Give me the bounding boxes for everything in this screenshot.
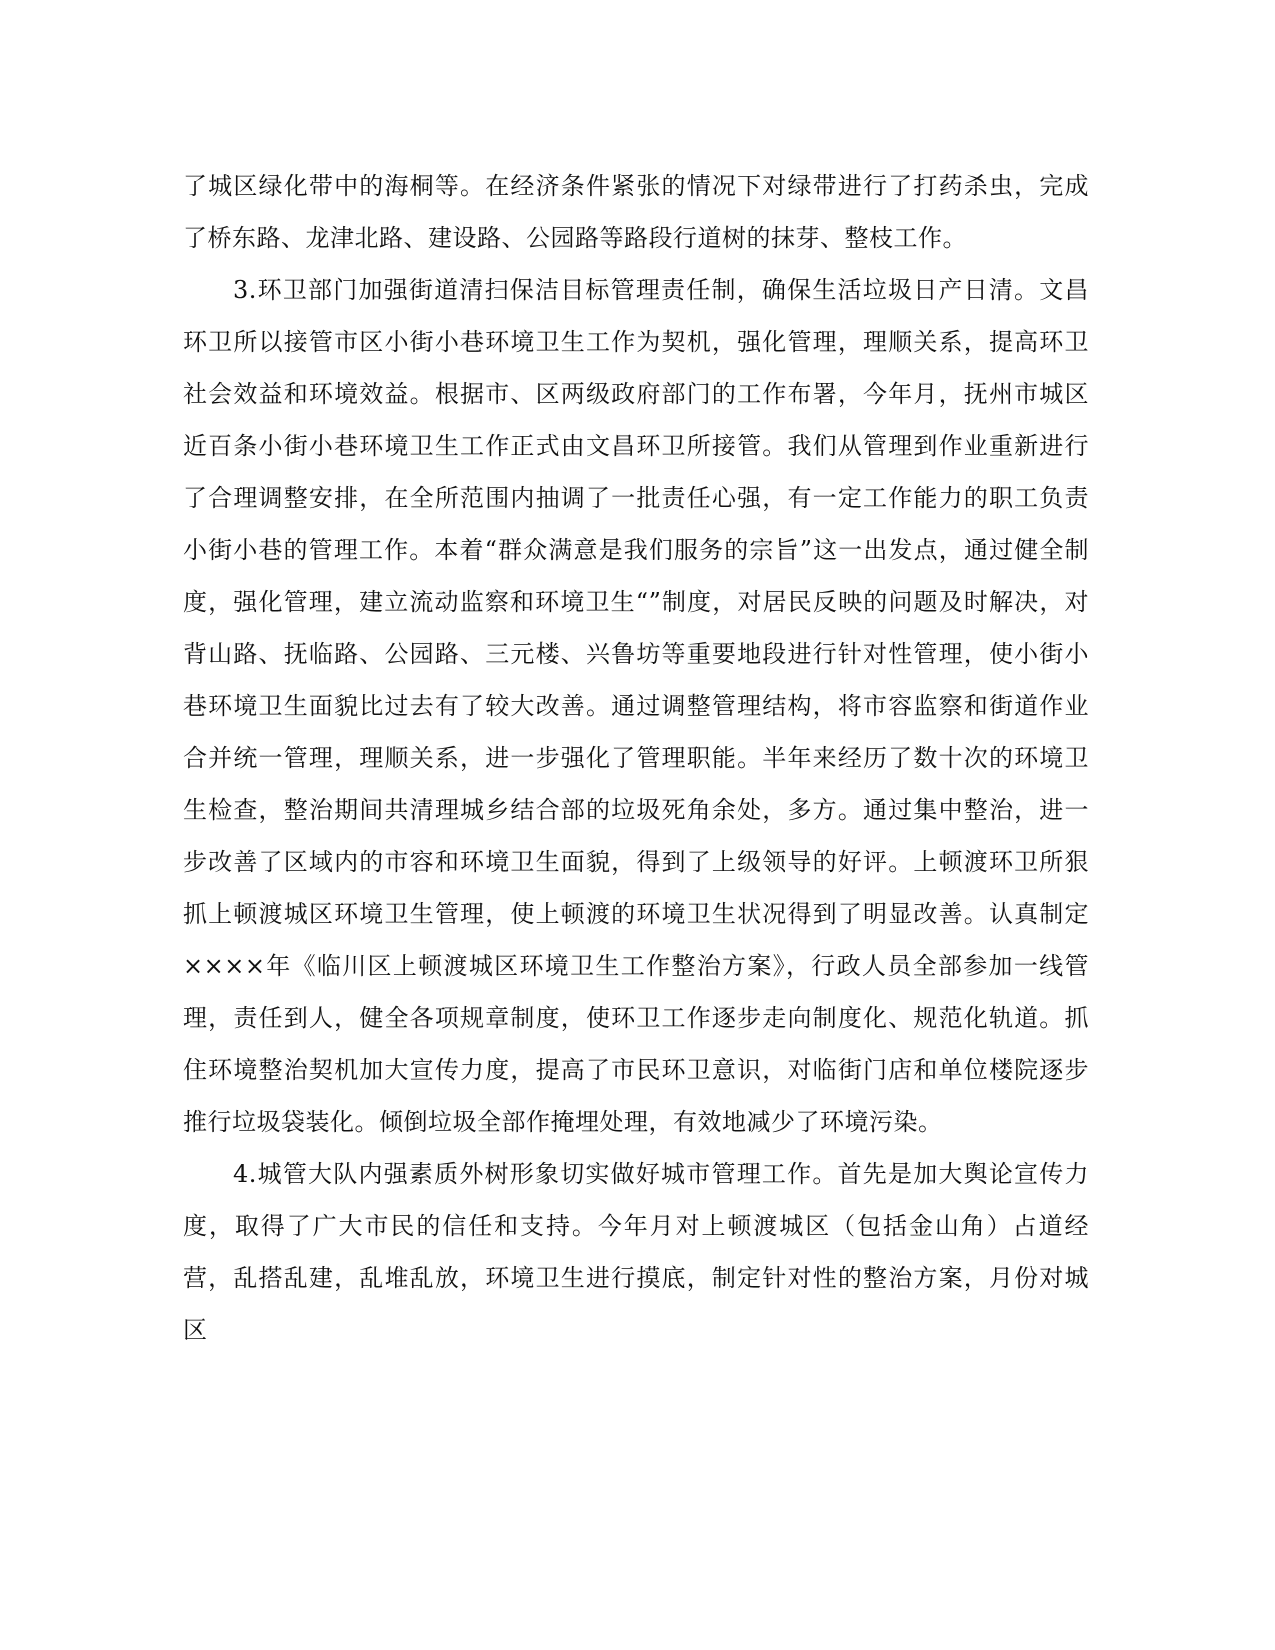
paragraph-greening-continued: 了城区绿化带中的海桐等。在经济条件紧张的情况下对绿带进行了打药杀虫，完成了桥东路、龙津北路、建设路、公园路等路段行道树的抹芽、整枝工作。 [183,172,1089,252]
paragraph-urban-management-brigade: 4.城管大队内强素质外树形象切实做好城市管理工作。首先是加大舆论宣传力度，取得了广大市民的信任和支持。今年月对上顿渡城区（包括金山角）占道经营，乱搭乱建，乱堆乱放，环境卫生进行摸底，制定针对性的整治方案，月份对城区 [183,1160,1089,1344]
paragraph-sanitation-department: 3.环卫部门加强街道清扫保洁目标管理责任制，确保生活垃圾日产日清。文昌环卫所以接管市区小街小巷环境卫生工作为契机，强化管理，理顺关系，提高环卫社会效益和环境效益。根据市、区两级政府部门的工作布署，今年月，抚州市城区近百条小街小巷环境卫生工作正式由文昌环卫所接管。我们从管理到作业重新进行了合理调整安排，在全所范围内抽调了一批责任心强，有一定工作能力的职工负责小街小巷的管理工作。本着“群众满意是我们服务的宗旨”这一出发点，通过健全制度，强化管理，建立流动监察和环境卫生“”制度，对居民反映的问题及时解决，对背山路、抚临路、公园路、三元楼、兴鲁坊等重要地段进行针对性管理，使小街小巷环境卫生面貌比过去有了较大改善。通过调整管理结构，将市容监察和街道作业合并统一管理，理顺关系，进一步强化了管理职能。半年来经历了数十次的环境卫生检查，整治期间共清理城乡结合部的垃圾死角余处，多方。通过集中整治，进一步改善了区域内的市容和环境卫生面貌，得到了上级领导的好评。上顿渡环卫所狠抓上顿渡城区环境卫生管理，使上顿渡的环境卫生状况得到了明显改善。认真制定××××年《临川区上顿渡城区环境卫生工作整治方案》，行政人员全部参加一线管理，责任到人，健全各项规章制度，使环卫工作逐步走向制度化、规范化轨道。抓住环境整治契机加大宣传力度，提高了市民环卫意识，对临街门店和单位楼院逐步推行垃圾袋装化。倾倒垃圾全部作掩埋处理，有效地减少了环境污染。 [183,276,1089,1136]
document-body [183,160,1089,1356]
